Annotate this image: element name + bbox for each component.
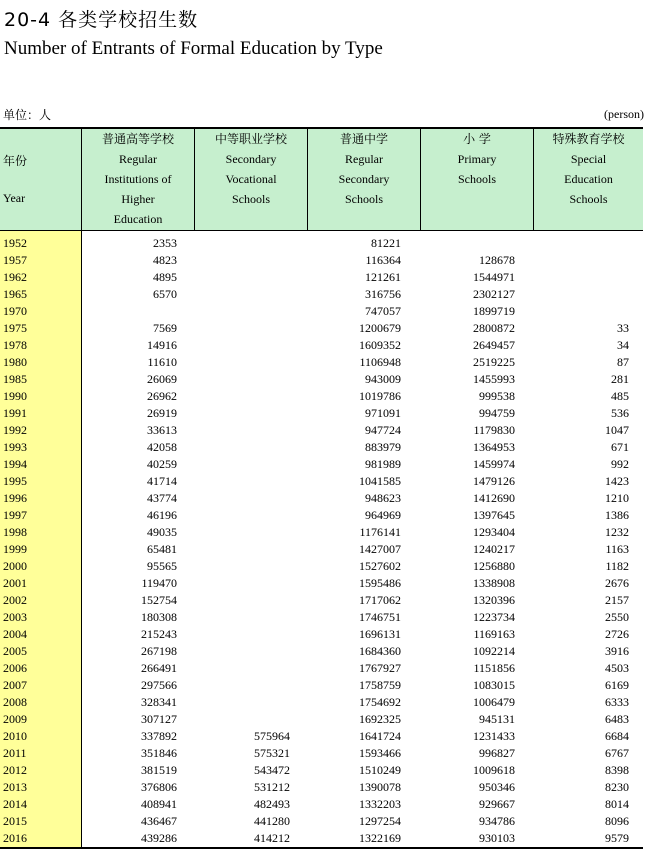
header-en: Education	[113, 212, 163, 226]
year-cell: 1996	[3, 491, 27, 505]
table-row	[0, 745, 643, 762]
value-cell: 981989	[365, 457, 401, 471]
value-cell: 6684	[605, 729, 629, 743]
value-cell: 575321	[254, 746, 290, 760]
year-cell: 2009	[3, 712, 27, 726]
value-cell: 1151856	[473, 661, 515, 675]
value-cell: 4503	[605, 661, 629, 675]
value-cell: 116364	[365, 253, 401, 267]
value-cell: 1240217	[473, 542, 515, 556]
header-higher-education	[82, 129, 195, 230]
value-cell: 34	[617, 338, 629, 352]
value-cell: 1544971	[473, 270, 515, 284]
table-row	[0, 728, 643, 745]
value-cell: 2302127	[473, 287, 515, 301]
year-cell: 1952	[3, 236, 27, 250]
value-cell: 1510249	[359, 763, 401, 777]
value-cell: 152754	[141, 593, 177, 607]
header-en: Schools	[231, 192, 270, 206]
table-row	[0, 320, 643, 337]
year-cell: 1985	[3, 372, 27, 386]
year-cell: 1998	[3, 525, 27, 539]
value-cell: 439286	[141, 831, 177, 845]
table-row	[0, 456, 643, 473]
year-cell: 1957	[3, 253, 27, 267]
table-row	[0, 524, 643, 541]
value-cell: 543472	[254, 763, 290, 777]
value-cell: 266491	[141, 661, 177, 675]
value-cell: 1256880	[473, 559, 515, 573]
value-cell	[82, 303, 177, 320]
value-cell: 267198	[141, 644, 177, 658]
value-cell: 531212	[254, 780, 290, 794]
year-cell: 1990	[3, 389, 27, 403]
value-cell: 414212	[254, 831, 290, 845]
year-cell: 1999	[3, 542, 27, 556]
value-cell: 1092214	[473, 644, 515, 658]
value-cell: 2726	[605, 627, 629, 641]
value-cell: 1390078	[359, 780, 401, 794]
value-cell: 2800872	[473, 321, 515, 335]
header-year	[0, 129, 82, 230]
year-cell: 2014	[3, 797, 27, 811]
table-row	[0, 286, 643, 303]
value-cell	[177, 456, 290, 473]
table-row	[0, 337, 643, 354]
value-cell: 87	[617, 355, 629, 369]
value-cell: 33613	[147, 423, 177, 437]
year-cell: 2016	[3, 831, 27, 845]
value-cell	[177, 235, 290, 252]
value-cell: 81221	[371, 236, 401, 250]
value-cell: 26069	[147, 372, 177, 386]
table-row	[0, 694, 643, 711]
value-cell: 1169163	[473, 627, 515, 641]
year-cell: 1993	[3, 440, 27, 454]
value-cell: 485	[611, 389, 629, 403]
value-cell: 14916	[147, 338, 177, 352]
value-cell	[177, 337, 290, 354]
table-row	[0, 473, 643, 490]
value-cell: 1006479	[473, 695, 515, 709]
value-cell	[177, 490, 290, 507]
value-cell	[177, 660, 290, 677]
value-cell: 1427007	[359, 542, 401, 556]
table-row	[0, 252, 643, 269]
value-cell	[177, 694, 290, 711]
value-cell: 6483	[605, 712, 629, 726]
value-cell: 1692325	[359, 712, 401, 726]
unit-label-en: (person)	[604, 107, 644, 121]
value-cell: 408941	[141, 797, 177, 811]
value-cell: 316756	[365, 287, 401, 301]
table-row	[0, 303, 643, 320]
value-cell: 6767	[605, 746, 629, 760]
year-cell: 2003	[3, 610, 27, 624]
value-cell: 929667	[479, 797, 515, 811]
header-en: Special	[570, 152, 607, 166]
value-cell: 671	[611, 440, 629, 454]
table-row	[0, 354, 643, 371]
value-cell: 43774	[147, 491, 177, 505]
value-cell: 40259	[147, 457, 177, 471]
value-cell: 1754692	[359, 695, 401, 709]
header-year-en: Year	[3, 191, 26, 205]
value-cell: 1009618	[473, 763, 515, 777]
value-cell: 436467	[141, 814, 177, 828]
value-cell	[177, 422, 290, 439]
table-row	[0, 231, 643, 252]
year-cell: 2013	[3, 780, 27, 794]
table-row	[0, 405, 643, 422]
value-cell: 1179830	[473, 423, 515, 437]
table-row	[0, 422, 643, 439]
value-cell: 930103	[479, 831, 515, 845]
table-row	[0, 660, 643, 677]
year-cell: 1995	[3, 474, 27, 488]
header-cn: 小 学	[463, 132, 491, 146]
header-en: Primary	[457, 152, 497, 166]
value-cell	[177, 558, 290, 575]
table-row	[0, 830, 643, 847]
header-en: Secondary	[225, 152, 277, 166]
table-row	[0, 813, 643, 830]
table-row	[0, 371, 643, 388]
year-cell: 2006	[3, 661, 27, 675]
value-cell: 747057	[365, 304, 401, 318]
value-cell	[177, 643, 290, 660]
value-cell: 1527602	[359, 559, 401, 573]
value-cell: 1609352	[359, 338, 401, 352]
value-cell: 1746751	[359, 610, 401, 624]
header-en: Institutions of	[104, 172, 172, 186]
table-header	[0, 127, 643, 231]
value-cell: 2519225	[473, 355, 515, 369]
value-cell: 297566	[141, 678, 177, 692]
value-cell	[177, 524, 290, 541]
table-row	[0, 643, 643, 660]
table-body	[0, 231, 643, 849]
value-cell: 1595486	[359, 576, 401, 590]
value-cell: 1200679	[359, 321, 401, 335]
year-cell: 2010	[3, 729, 27, 743]
value-cell: 49035	[147, 525, 177, 539]
table-row	[0, 609, 643, 626]
value-cell: 1210	[605, 491, 629, 505]
year-cell: 2001	[3, 576, 27, 590]
value-cell: 1163	[605, 542, 629, 556]
header-en: Schools	[457, 172, 496, 186]
header-cn: 普通中学	[339, 132, 388, 146]
value-cell: 1641724	[359, 729, 401, 743]
year-cell: 1978	[3, 338, 27, 352]
header-en: Schools	[569, 192, 608, 206]
value-cell: 1412690	[473, 491, 515, 505]
value-cell: 1176141	[359, 525, 401, 539]
value-cell: 41714	[147, 474, 177, 488]
value-cell	[177, 405, 290, 422]
value-cell: 1386	[605, 508, 629, 522]
value-cell: 351846	[141, 746, 177, 760]
value-cell: 943009	[365, 372, 401, 386]
value-cell	[177, 473, 290, 490]
table-row	[0, 796, 643, 813]
value-cell: 381519	[141, 763, 177, 777]
value-cell: 575964	[254, 729, 290, 743]
year-cell: 2000	[3, 559, 27, 573]
value-cell	[177, 711, 290, 728]
header-cn: 普通高等学校	[101, 132, 174, 146]
value-cell: 6169	[605, 678, 629, 692]
value-cell	[177, 626, 290, 643]
table-row	[0, 575, 643, 592]
value-cell: 3916	[605, 644, 629, 658]
value-cell	[177, 286, 290, 303]
value-cell	[515, 252, 629, 269]
value-cell: 1322169	[359, 831, 401, 845]
value-cell: 1332203	[359, 797, 401, 811]
header-cn: 特殊教育学校	[552, 132, 625, 146]
table-row	[0, 439, 643, 456]
year-cell: 1997	[3, 508, 27, 522]
value-cell: 7569	[153, 321, 177, 335]
value-cell: 1338908	[473, 576, 515, 590]
value-cell	[177, 303, 290, 320]
table-row	[0, 711, 643, 728]
table-row	[0, 762, 643, 779]
header-en: Regular	[119, 152, 157, 166]
value-cell: 1593466	[359, 746, 401, 760]
value-cell: 2550	[605, 610, 629, 624]
value-cell: 994759	[479, 406, 515, 420]
header-en: Regular	[345, 152, 383, 166]
value-cell: 996827	[479, 746, 515, 760]
value-cell	[177, 575, 290, 592]
value-cell: 1364953	[473, 440, 515, 454]
value-cell: 307127	[141, 712, 177, 726]
year-cell: 1970	[3, 304, 27, 318]
value-cell: 180308	[141, 610, 177, 624]
year-cell: 2011	[3, 746, 27, 760]
value-cell: 95565	[147, 559, 177, 573]
value-cell: 1684360	[359, 644, 401, 658]
page-title-en: Number of Entrants of Formal Education by Type	[4, 38, 383, 59]
value-cell: 337892	[141, 729, 177, 743]
value-cell: 65481	[147, 542, 177, 556]
table-row	[0, 269, 643, 286]
year-cell: 2015	[3, 814, 27, 828]
table-row	[0, 541, 643, 558]
value-cell: 1767927	[359, 661, 401, 675]
table-row	[0, 592, 643, 609]
value-cell: 11610	[147, 355, 177, 369]
page-title-cn: 20-4 各类学校招生数	[4, 9, 199, 31]
header-en: Secondary	[338, 172, 390, 186]
value-cell: 4895	[153, 270, 177, 284]
year-cell: 2007	[3, 678, 27, 692]
year-cell: 1994	[3, 457, 27, 471]
value-cell: 1083015	[473, 678, 515, 692]
value-cell: 1459974	[473, 457, 515, 471]
value-cell	[177, 541, 290, 558]
value-cell: 8398	[605, 763, 629, 777]
year-cell: 1980	[3, 355, 27, 369]
value-cell	[515, 286, 629, 303]
year-cell: 2008	[3, 695, 27, 709]
value-cell: 1758759	[359, 678, 401, 692]
value-cell: 536	[611, 406, 629, 420]
value-cell: 947724	[365, 423, 401, 437]
value-cell: 1479126	[473, 474, 515, 488]
value-cell: 4823	[153, 253, 177, 267]
value-cell: 1423	[605, 474, 629, 488]
value-cell: 26962	[147, 389, 177, 403]
value-cell: 2353	[153, 236, 177, 250]
value-cell: 376806	[141, 780, 177, 794]
value-cell	[515, 303, 629, 320]
value-cell: 948623	[365, 491, 401, 505]
value-cell	[177, 269, 290, 286]
value-cell: 26919	[147, 406, 177, 420]
value-cell: 971091	[365, 406, 401, 420]
header-en: Higher	[121, 192, 155, 206]
value-cell	[177, 354, 290, 371]
value-cell	[177, 677, 290, 694]
table-row	[0, 677, 643, 694]
value-cell: 8014	[605, 797, 629, 811]
value-cell: 992	[611, 457, 629, 471]
value-cell: 883979	[365, 440, 401, 454]
value-cell: 33	[617, 321, 629, 335]
table-row	[0, 779, 643, 796]
table-row	[0, 388, 643, 405]
value-cell: 482493	[254, 797, 290, 811]
value-cell: 8230	[605, 780, 629, 794]
year-cell: 2012	[3, 763, 27, 777]
year-cell: 1962	[3, 270, 27, 284]
value-cell: 999538	[479, 389, 515, 403]
year-cell: 1992	[3, 423, 27, 437]
value-cell	[177, 439, 290, 456]
data-table	[0, 127, 643, 849]
value-cell	[177, 388, 290, 405]
table-row	[0, 490, 643, 507]
value-cell	[401, 235, 515, 252]
value-cell	[515, 269, 629, 286]
value-cell: 1232	[605, 525, 629, 539]
value-cell: 1106948	[359, 355, 401, 369]
value-cell	[177, 252, 290, 269]
value-cell: 2649457	[473, 338, 515, 352]
value-cell: 1297254	[359, 814, 401, 828]
value-cell: 1019786	[359, 389, 401, 403]
year-cell: 2002	[3, 593, 27, 607]
value-cell: 9579	[605, 831, 629, 845]
value-cell: 1231433	[473, 729, 515, 743]
header-en: Vocational	[225, 172, 277, 186]
header-special-education	[534, 129, 643, 230]
value-cell: 46196	[147, 508, 177, 522]
value-cell: 128678	[479, 253, 515, 267]
header-en: Education	[564, 172, 613, 186]
value-cell: 328341	[141, 695, 177, 709]
value-cell: 215243	[141, 627, 177, 641]
header-en: Schools	[344, 192, 383, 206]
value-cell: 1223734	[473, 610, 515, 624]
value-cell: 121261	[365, 270, 401, 284]
value-cell: 441280	[254, 814, 290, 828]
value-cell: 42058	[147, 440, 177, 454]
year-cell: 1965	[3, 287, 27, 301]
year-cell: 2004	[3, 627, 27, 641]
value-cell: 945131	[479, 712, 515, 726]
value-cell: 1696131	[359, 627, 401, 641]
header-secondary	[308, 129, 421, 230]
value-cell: 1717062	[359, 593, 401, 607]
value-cell: 8096	[605, 814, 629, 828]
value-cell	[177, 507, 290, 524]
value-cell	[177, 371, 290, 388]
header-vocational	[195, 129, 308, 230]
value-cell	[177, 320, 290, 337]
value-cell: 1397645	[473, 508, 515, 522]
table-row	[0, 558, 643, 575]
value-cell: 1041585	[359, 474, 401, 488]
value-cell: 119470	[141, 576, 177, 590]
value-cell: 281	[611, 372, 629, 386]
value-cell: 934786	[479, 814, 515, 828]
year-cell: 2005	[3, 644, 27, 658]
value-cell: 950346	[479, 780, 515, 794]
value-cell: 6570	[153, 287, 177, 301]
value-cell: 2157	[605, 593, 629, 607]
value-cell: 1047	[605, 423, 629, 437]
value-cell	[177, 592, 290, 609]
value-cell: 1455993	[473, 372, 515, 386]
value-cell	[515, 235, 629, 252]
value-cell: 1182	[605, 559, 629, 573]
table-row	[0, 626, 643, 643]
header-cn: 中等职业学校	[214, 132, 287, 146]
value-cell: 6333	[605, 695, 629, 709]
year-cell: 1991	[3, 406, 27, 420]
table-row	[0, 507, 643, 524]
value-cell: 1293404	[473, 525, 515, 539]
value-cell: 1899719	[473, 304, 515, 318]
value-cell	[177, 609, 290, 626]
value-cell: 2676	[605, 576, 629, 590]
year-cell: 1975	[3, 321, 27, 335]
value-cell: 964969	[365, 508, 401, 522]
unit-label-cn: 单位：人	[3, 108, 52, 122]
header-primary	[421, 129, 534, 230]
value-cell: 1320396	[473, 593, 515, 607]
header-year-cn: 年份	[3, 154, 28, 168]
